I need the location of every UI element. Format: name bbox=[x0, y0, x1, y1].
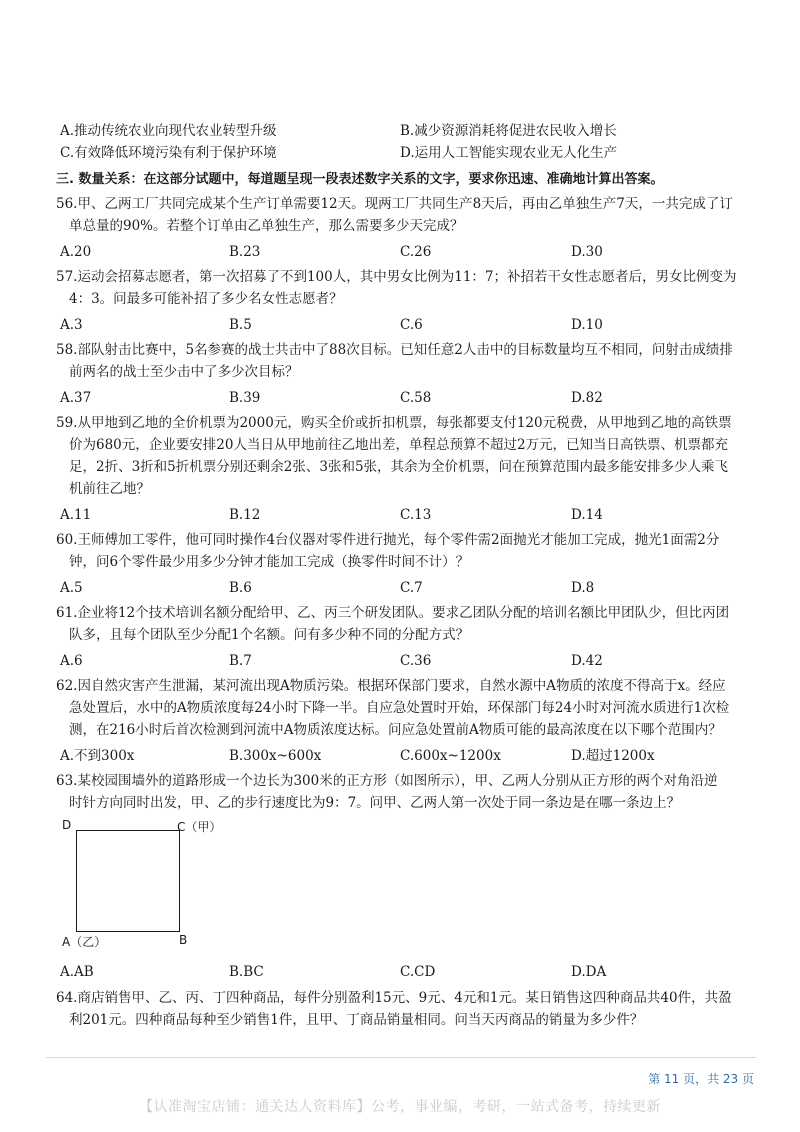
option-d: D.42 bbox=[571, 653, 603, 669]
option-d: D.超过1200x bbox=[571, 748, 655, 764]
question-text: 急处置后，水中的A物质浓度每24小时下降一半。自应急处置时开始，环保部门每24小时对河流水质进行1次检 bbox=[69, 700, 730, 716]
vertex-label-a: A（乙） bbox=[62, 935, 107, 949]
question-text: 价为680元，企业要安排20人当日从甲地前往乙地出差，单程总预算不超过2万元，已知当日高铁票、机票都充 bbox=[69, 437, 729, 453]
question-text: 56.甲、乙两工厂共同完成某个生产订单需要12天。现两工厂共同生产8天后，再由乙单独生产7天，一共完成了订 bbox=[56, 196, 733, 212]
option-a: A.AB bbox=[60, 964, 94, 980]
option-a: A.11 bbox=[60, 507, 92, 523]
question-text: 足，2折、3折和5折机票分别还剩余2张、3张和5张，其余为全价机票，问在预算范围内最多能安排多少人乘飞 bbox=[69, 459, 729, 475]
option-c: C.58 bbox=[400, 390, 432, 406]
question-text: 时针方向同时出发，甲、乙的步行速度比为9：7。问甲、乙两人第一次处于同一条边是在哪一条边上？ bbox=[69, 795, 681, 811]
option-d: D.30 bbox=[571, 244, 603, 260]
option-d: D.14 bbox=[571, 507, 603, 523]
section-header: 三. 数量关系：在这部分试题中，每道题呈现一段表述数字关系的文字，要求你迅速、准确地计算出答案。 bbox=[56, 172, 664, 187]
option-d: D.82 bbox=[571, 390, 603, 406]
option-b: B.6 bbox=[229, 580, 252, 596]
question-text: 58.部队射击比赛中，5名参赛的战士共击中了88次目标。已知任意2人击中的目标数量均互不相同，问射击成绩排 bbox=[56, 342, 733, 358]
option-c: C.6 bbox=[400, 317, 423, 333]
option-b: B.BC bbox=[229, 964, 264, 980]
question-text: 4：3。问最多可能补招了多少名女性志愿者？ bbox=[69, 291, 343, 307]
option-d: D.10 bbox=[571, 317, 603, 333]
option-b: B.23 bbox=[229, 244, 261, 260]
option-b: B.12 bbox=[229, 507, 261, 523]
question-text: 利201元。四种商品每种至少销售1件，且甲、丁商品销量相同。问当天丙商品的销量为多少件？ bbox=[69, 1012, 644, 1028]
option-b: B.5 bbox=[229, 317, 252, 333]
option-b: B.300x~600x bbox=[229, 748, 322, 764]
option-a: A.20 bbox=[60, 244, 92, 260]
option-a: A.6 bbox=[60, 653, 83, 669]
option-c: C.13 bbox=[400, 507, 432, 523]
question-text: 61.企业将12个技术培训名额分配给甲、乙、丙三个研发团队。要求乙团队分配的培训名额比甲团队少，但比丙团 bbox=[56, 605, 730, 621]
page-number: 第 11 页，共 23 页 bbox=[648, 1072, 754, 1086]
question-text: 57.运动会招募志愿者，第一次招募了不到100人，其中男女比例为11：7；补招若干女性志愿者后，男女比例变为 bbox=[56, 269, 737, 285]
option-c: C.600x~1200x bbox=[400, 748, 501, 764]
option-d: D.DA bbox=[571, 964, 607, 980]
option-b: B.减少资源消耗将促进农民收入增长 bbox=[400, 123, 617, 139]
question-text: 钟，问6个零件最少用多少分钟才能加工完成（换零件时间不计）？ bbox=[69, 554, 470, 570]
vertex-label-b: B bbox=[179, 933, 188, 947]
option-b: B.7 bbox=[229, 653, 252, 669]
option-c: C.36 bbox=[400, 653, 432, 669]
question-text: 62.因自然灾害产生泄漏，某河流出现A物质污染。根据环保部门要求，自然水源中A物质的浓度不得高于x。经应 bbox=[56, 678, 726, 694]
watermark: 【认准淘宝店铺：通关达人资料库】公考，事业编，考研，一站式备考，持续更新 bbox=[139, 1099, 661, 1115]
question-text: 64.商店销售甲、乙、丙、丁四种商品，每件分别盈利15元、9元、4元和1元。某日销售这四种商品共40件，共盈 bbox=[56, 990, 732, 1006]
option-c: C.有效降低环境污染有利于保护环境 bbox=[60, 145, 277, 161]
question-text: 机前往乙地？ bbox=[69, 481, 150, 497]
footer-divider bbox=[46, 1057, 756, 1058]
option-a: A.不到300x bbox=[60, 748, 135, 764]
option-a: A.3 bbox=[60, 317, 83, 333]
question-text: 队多，且每个团队至少分配1个名额。问有多少种不同的分配方式？ bbox=[69, 627, 470, 643]
question-text: 63.某校园围墙外的道路形成一个边长为300米的正方形（如图所示），甲、乙两人分别从正方形的两个对角沿逆 bbox=[56, 773, 718, 789]
option-d: D.8 bbox=[571, 580, 595, 596]
option-d: D.运用人工智能实现农业无人化生产 bbox=[400, 145, 618, 161]
option-c: C.CD bbox=[400, 964, 436, 980]
vertex-label-c: C（甲） bbox=[177, 820, 222, 834]
option-b: B.39 bbox=[229, 390, 261, 406]
question-text: 前两名的战士至少击中了多少次目标？ bbox=[69, 364, 299, 380]
question-text: 60.王师傅加工零件，他可同时操作4台仪器对零件进行抛光，每个零件需2面抛光才能加工完成，抛光1面需2分 bbox=[56, 532, 720, 548]
option-a: A.37 bbox=[60, 390, 92, 406]
question-text: 测，在216小时后首次检测到河流中A物质浓度达标。问应急处置前A物质可能的最高浓度在以下哪个范围内？ bbox=[69, 722, 722, 738]
question-text: 59.从甲地到乙地的全价机票为2000元，购买全价或折扣机票，每张都要支付120元税费，从甲地到乙地的高铁票 bbox=[56, 415, 732, 431]
option-a: A.5 bbox=[60, 580, 83, 596]
vertex-label-d: D bbox=[62, 818, 72, 832]
option-c: C.7 bbox=[400, 580, 423, 596]
option-a: A.推动传统农业向现代农业转型升级 bbox=[60, 123, 277, 139]
option-c: C.26 bbox=[400, 244, 432, 260]
square-outline bbox=[76, 830, 180, 932]
question-text: 单总量的90%。若整个订单由乙单独生产，那么需要多少天完成？ bbox=[69, 218, 464, 234]
